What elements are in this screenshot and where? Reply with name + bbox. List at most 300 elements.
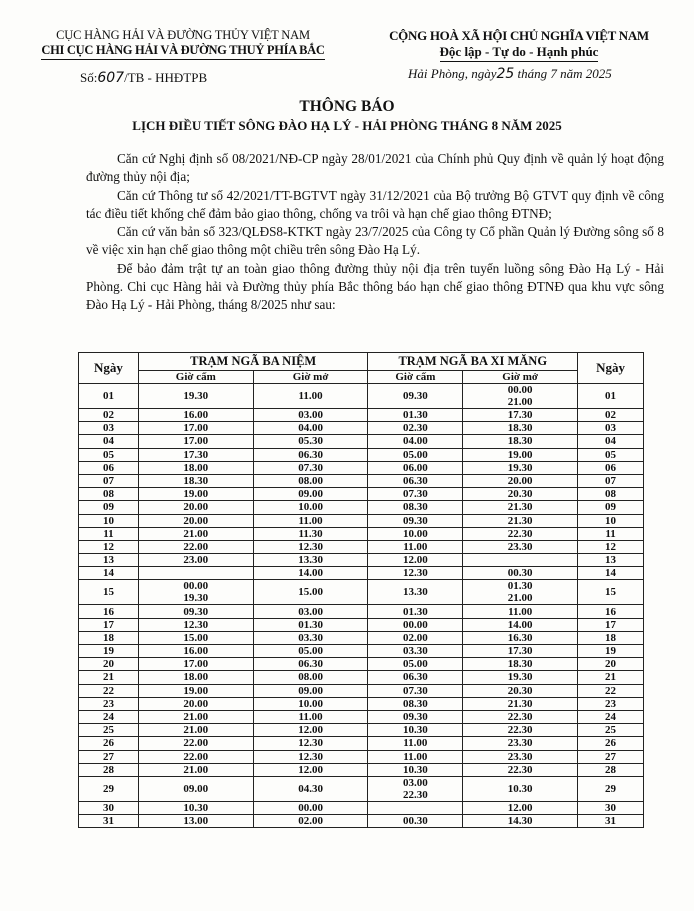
time-value: 17.00 (183, 435, 209, 448)
ximang-open-cell (463, 448, 578, 461)
niem-open-cell (253, 422, 368, 435)
time-value: 12.00 (402, 554, 428, 567)
day-cell-right: 09 (578, 501, 644, 514)
table-row (79, 554, 644, 567)
table-row (79, 461, 644, 474)
day-cell-right: 31 (578, 815, 644, 828)
ximang-open-cell (463, 514, 578, 527)
time-value: 09.00 (298, 684, 323, 697)
document-number: Số:607/TB - HHĐTPB (80, 70, 208, 86)
time-value: 23.30 (507, 750, 533, 763)
handwritten-day: 25 (496, 66, 515, 82)
time-value: 00.00 (402, 618, 428, 631)
open-header: Giờ mở (463, 371, 578, 384)
time-value: 12.00 (298, 724, 323, 737)
handwritten-number: 607 (97, 70, 125, 86)
table-row (79, 488, 644, 501)
ximang-closed-cell (368, 474, 463, 487)
day-cell-right: 24 (578, 710, 644, 723)
time-value: 23.00 (183, 554, 209, 567)
day-cell-right: 20 (578, 658, 644, 671)
time-value: 10.00 (402, 527, 428, 540)
time-value: 11.00 (403, 750, 428, 763)
table-row (79, 618, 644, 631)
table-row (79, 514, 644, 527)
time-value: 09.00 (298, 488, 323, 501)
day-cell-right: 13 (578, 554, 644, 567)
nation-motto: Độc lập - Tự do - Hạnh phúc (440, 44, 599, 62)
time-value: 06.00 (402, 461, 428, 474)
day-cell-right: 28 (578, 763, 644, 776)
ximang-open-cell (463, 697, 578, 710)
niem-closed-cell (138, 671, 253, 684)
ximang-closed-cell (368, 567, 463, 580)
table-row (79, 724, 644, 737)
niem-open-cell (253, 605, 368, 618)
niem-closed-cell (138, 540, 253, 553)
table-row (79, 580, 644, 605)
niem-open-cell (253, 671, 368, 684)
day-cell: 12 (79, 540, 139, 553)
day-cell: 30 (79, 801, 139, 814)
time-value: 02.00 (402, 631, 428, 644)
time-value: 21.00 (507, 592, 533, 605)
time-value: 16.00 (183, 645, 209, 658)
day-cell: 28 (79, 763, 139, 776)
ximang-closed-cell (368, 763, 463, 776)
day-cell: 14 (79, 567, 139, 580)
ximang-open-cell (463, 737, 578, 750)
time-value: 19.00 (183, 684, 209, 697)
niem-open-cell (253, 435, 368, 448)
table-row (79, 527, 644, 540)
paragraph: Căn cứ Nghị định số 08/2021/NĐ-CP ngày 28/01/2021 của Chính phủ Quy định về quản lý hoạt động đường thủy nội địa; (86, 151, 664, 185)
ximang-open-cell (463, 580, 578, 605)
time-value: 08.30 (402, 697, 428, 710)
day-cell: 24 (79, 710, 139, 723)
ximang-closed-cell (368, 422, 463, 435)
ximang-closed-cell (368, 737, 463, 750)
ximang-open-cell (463, 631, 578, 644)
day-cell-right: 15 (578, 580, 644, 605)
day-cell-right: 27 (578, 750, 644, 763)
day-cell-right: 22 (578, 684, 644, 697)
time-value: 04.00 (298, 422, 323, 435)
day-cell-right: 12 (578, 540, 644, 553)
ximang-closed-cell (368, 631, 463, 644)
time-value: 10.30 (183, 801, 209, 814)
ximang-closed-cell (368, 527, 463, 540)
time-value: 00.00 (298, 801, 323, 814)
nation-name: CỘNG HOÀ XÃ HỘI CHỦ NGHĨA VIỆT NAM (389, 28, 649, 43)
table-row (79, 448, 644, 461)
niem-open-cell (253, 567, 368, 580)
ximang-open-cell (463, 527, 578, 540)
time-value: 17.00 (183, 422, 209, 435)
time-value: 23.30 (507, 540, 533, 553)
time-value: 13.00 (183, 815, 209, 828)
niem-open-cell (253, 658, 368, 671)
niem-open-cell (253, 776, 368, 801)
time-value: 00.00 (183, 580, 209, 593)
table-row (79, 605, 644, 618)
day-cell-right: 01 (578, 384, 644, 409)
paragraph: Để bảo đảm trật tự an toàn giao thông đường thủy nội địa trên tuyến luồng sông Đào Hạ Lý - Hải Phòng. Chi cục Hàng hải và Đường thủy phía Bắc thông báo hạn chế giao thông ĐTNĐ qua khu vực sông Đào Hạ Lý - Hải Phòng, tháng 8/2025 như sau: (86, 260, 664, 313)
document-title: THÔNG BÁO (299, 98, 395, 115)
time-value: 21.30 (507, 501, 533, 514)
time-value: 11.00 (508, 605, 533, 618)
ximang-open-cell (463, 567, 578, 580)
niem-open-cell (253, 618, 368, 631)
time-value: 20.30 (507, 488, 533, 501)
table-row (79, 684, 644, 697)
day-cell: 25 (79, 724, 139, 737)
time-value: 06.30 (298, 448, 323, 461)
ximang-open-cell (463, 540, 578, 553)
time-value: 07.30 (402, 684, 428, 697)
time-value: 22.00 (183, 737, 209, 750)
table-row (79, 815, 644, 828)
ximang-closed-cell (368, 618, 463, 631)
time-value: 10.30 (402, 763, 428, 776)
station-header-niem: TRẠM NGÃ BA NIỆM (138, 353, 368, 371)
document-subtitle: LỊCH ĐIỀU TIẾT SÔNG ĐÀO HẠ LÝ - HẢI PHÒNG THÁNG 8 NĂM 2025 (132, 118, 562, 133)
niem-closed-cell (138, 750, 253, 763)
day-cell-right: 02 (578, 409, 644, 422)
day-cell: 16 (79, 605, 139, 618)
ximang-closed-cell (368, 684, 463, 697)
ximang-closed-cell (368, 580, 463, 605)
day-cell-right: 14 (578, 567, 644, 580)
day-cell: 05 (79, 448, 139, 461)
time-value: 20.00 (183, 514, 209, 527)
time-value: 12.30 (183, 618, 209, 631)
ximang-closed-cell (368, 384, 463, 409)
niem-closed-cell (138, 605, 253, 618)
ximang-closed-cell (368, 461, 463, 474)
table-row (79, 763, 644, 776)
day-cell: 10 (79, 514, 139, 527)
ximang-open-cell (463, 384, 578, 409)
day-cell: 23 (79, 697, 139, 710)
time-value: 11.00 (403, 737, 428, 750)
ximang-open-cell (463, 488, 578, 501)
time-value: 08.00 (298, 475, 323, 488)
niem-closed-cell (138, 618, 253, 631)
niem-open-cell (253, 801, 368, 814)
ximang-closed-cell (368, 488, 463, 501)
niem-closed-cell (138, 488, 253, 501)
day-cell-right: 30 (578, 801, 644, 814)
niem-closed-cell (138, 474, 253, 487)
day-cell-right: 19 (578, 645, 644, 658)
time-value: 10.30 (402, 724, 428, 737)
ximang-open-cell (463, 763, 578, 776)
time-value: 19.00 (507, 448, 533, 461)
niem-open-cell (253, 461, 368, 474)
day-cell: 27 (79, 750, 139, 763)
time-value: 20.00 (183, 501, 209, 514)
document-body (86, 150, 664, 315)
agency-header (38, 28, 328, 60)
time-value: 19.30 (183, 390, 209, 402)
time-value: 07.30 (402, 488, 428, 501)
time-value: 09.30 (402, 390, 428, 402)
ximang-closed-cell (368, 724, 463, 737)
ximang-open-cell (463, 474, 578, 487)
time-value: 15.00 (183, 631, 209, 644)
table-row (79, 710, 644, 723)
niem-closed-cell (138, 461, 253, 474)
day-cell: 13 (79, 554, 139, 567)
ximang-open-cell (463, 671, 578, 684)
ximang-closed-cell (368, 501, 463, 514)
day-cell: 19 (79, 645, 139, 658)
ximang-open-cell (463, 710, 578, 723)
time-value: 03.00 (298, 409, 323, 422)
time-value: 05.00 (298, 645, 323, 658)
niem-open-cell (253, 684, 368, 697)
day-cell: 29 (79, 776, 139, 801)
time-value: 22.30 (402, 788, 428, 801)
closed-header: Giờ cấm (138, 371, 253, 384)
niem-closed-cell (138, 409, 253, 422)
niem-open-cell (253, 631, 368, 644)
table-row (79, 801, 644, 814)
ximang-open-cell (463, 618, 578, 631)
ximang-open-cell (463, 605, 578, 618)
ximang-open-cell (463, 501, 578, 514)
time-value: 17.00 (183, 658, 209, 671)
time-value: 14.30 (507, 815, 533, 828)
time-value: 04.30 (298, 782, 323, 795)
niem-closed-cell (138, 580, 253, 605)
ximang-closed-cell (368, 750, 463, 763)
day-cell-right: 17 (578, 618, 644, 631)
time-value: 20.00 (183, 697, 209, 710)
niem-closed-cell (138, 384, 253, 409)
time-value: 01.30 (402, 409, 428, 422)
time-value: 21.00 (183, 527, 209, 540)
time-value: 10.00 (298, 697, 323, 710)
time-value: 21.00 (183, 763, 209, 776)
niem-closed-cell (138, 801, 253, 814)
niem-closed-cell (138, 554, 253, 567)
time-value: 18.30 (507, 422, 533, 435)
niem-open-cell (253, 448, 368, 461)
time-value: 00.30 (402, 815, 428, 828)
niem-closed-cell (138, 815, 253, 828)
time-value: 17.30 (507, 409, 533, 422)
niem-open-cell (253, 737, 368, 750)
niem-closed-cell (138, 684, 253, 697)
time-value: 08.30 (402, 501, 428, 514)
time-value: 19.30 (507, 461, 533, 474)
time-value: 20.00 (507, 475, 533, 488)
ximang-closed-cell (368, 448, 463, 461)
day-cell-right: 08 (578, 488, 644, 501)
day-cell: 07 (79, 474, 139, 487)
day-cell: 02 (79, 409, 139, 422)
time-value: 10.30 (507, 782, 533, 795)
ximang-closed-cell (368, 554, 463, 567)
niem-open-cell (253, 724, 368, 737)
table-row (79, 567, 644, 580)
time-value: 12.00 (298, 763, 323, 776)
time-value: 04.00 (402, 435, 428, 448)
ximang-open-cell (463, 750, 578, 763)
niem-closed-cell (138, 631, 253, 644)
time-value: 17.30 (183, 448, 209, 461)
day-cell: 21 (79, 671, 139, 684)
ximang-open-cell (463, 776, 578, 801)
ximang-open-cell (463, 422, 578, 435)
time-value: 18.30 (507, 658, 533, 671)
day-cell-right: 29 (578, 776, 644, 801)
time-value: 05.00 (402, 448, 428, 461)
day-cell: 31 (79, 815, 139, 828)
time-value: 12.30 (298, 540, 323, 553)
niem-open-cell (253, 474, 368, 487)
niem-closed-cell (138, 527, 253, 540)
time-value: 00.00 (507, 384, 533, 396)
closed-header: Giờ cấm (368, 371, 463, 384)
day-cell-right: 25 (578, 724, 644, 737)
ximang-open-cell (463, 724, 578, 737)
time-value: 12.00 (507, 801, 533, 814)
niem-closed-cell (138, 776, 253, 801)
time-value: 03.30 (298, 631, 323, 644)
niem-closed-cell (138, 710, 253, 723)
table-row (79, 540, 644, 553)
niem-open-cell (253, 710, 368, 723)
day-cell-right: 03 (578, 422, 644, 435)
time-value: 20.30 (507, 684, 533, 697)
niem-open-cell (253, 750, 368, 763)
ximang-closed-cell (368, 605, 463, 618)
niem-open-cell (253, 501, 368, 514)
ximang-open-cell (463, 409, 578, 422)
time-value: 06.30 (402, 671, 428, 684)
paragraph: Căn cứ văn bản số 323/QLĐS8-KTKT ngày 23/7/2025 của Công ty Cổ phần Quản lý Đường sông số 8 về việc xin hạn chế giao thông một chiều trên sông Đào Hạ Lý. (86, 224, 664, 258)
time-value: 16.00 (183, 409, 209, 422)
paragraph: Căn cứ Thông tư số 42/2021/TT-BGTVT ngày 31/12/2021 của Bộ trưởng Bộ GTVT quy định về công tác điều tiết khống chế đảm bảo giao thông, chống va trôi và hạn chế giao thông ĐTNĐ; (86, 187, 664, 221)
time-value: 06.30 (298, 658, 323, 671)
document-date: Hải Phòng, ngày25 tháng 7 năm 2025 (408, 66, 612, 82)
day-cell-right: 21 (578, 671, 644, 684)
table-row (79, 384, 644, 409)
ximang-closed-cell (368, 658, 463, 671)
day-header-right: Ngày (578, 353, 644, 384)
day-cell-right: 23 (578, 697, 644, 710)
day-cell-right: 07 (578, 474, 644, 487)
time-value: 17.30 (507, 645, 533, 658)
day-cell: 22 (79, 684, 139, 697)
niem-closed-cell (138, 645, 253, 658)
day-cell-right: 18 (578, 631, 644, 644)
time-value: 02.00 (298, 815, 323, 828)
day-cell-right: 10 (578, 514, 644, 527)
niem-open-cell (253, 554, 368, 567)
ximang-closed-cell (368, 801, 463, 814)
time-value: 21.30 (507, 697, 533, 710)
ximang-closed-cell (368, 540, 463, 553)
time-value: 22.00 (183, 540, 209, 553)
time-value: 12.30 (402, 567, 428, 580)
niem-closed-cell (138, 658, 253, 671)
ximang-closed-cell (368, 409, 463, 422)
ximang-closed-cell (368, 815, 463, 828)
nation-header (360, 28, 678, 62)
day-cell-right: 04 (578, 435, 644, 448)
time-value: 19.30 (507, 671, 533, 684)
ximang-closed-cell (368, 710, 463, 723)
ximang-closed-cell (368, 514, 463, 527)
ximang-open-cell (463, 658, 578, 671)
time-value: 21.00 (507, 396, 533, 408)
time-value: 18.00 (183, 671, 209, 684)
time-value: 21.00 (183, 711, 209, 724)
station-header-xi-mang: TRẠM NGÃ BA XI MĂNG (368, 353, 578, 371)
ximang-closed-cell (368, 697, 463, 710)
agency-name: CỤC HÀNG HẢI VÀ ĐƯỜNG THỦY VIỆT NAM (56, 28, 310, 42)
time-value: 23.30 (507, 737, 533, 750)
time-value: 03.30 (402, 645, 428, 658)
ximang-open-cell (463, 815, 578, 828)
day-cell: 17 (79, 618, 139, 631)
day-cell: 18 (79, 631, 139, 644)
ximang-closed-cell (368, 435, 463, 448)
schedule-table (78, 352, 644, 828)
time-value: 09.30 (183, 605, 209, 618)
niem-open-cell (253, 763, 368, 776)
time-value: 09.00 (183, 782, 209, 795)
day-cell: 04 (79, 435, 139, 448)
time-value: 00.30 (507, 567, 533, 580)
time-value: 01.30 (507, 580, 533, 593)
table-row (79, 658, 644, 671)
time-value: 22.30 (507, 711, 533, 724)
day-cell-right: 05 (578, 448, 644, 461)
table-row (79, 645, 644, 658)
ximang-open-cell (463, 801, 578, 814)
day-cell-right: 11 (578, 527, 644, 540)
niem-open-cell (253, 527, 368, 540)
niem-closed-cell (138, 697, 253, 710)
niem-open-cell (253, 540, 368, 553)
niem-open-cell (253, 409, 368, 422)
time-value: 05.30 (298, 435, 323, 448)
time-value: 06.30 (402, 475, 428, 488)
time-value: 05.00 (402, 658, 428, 671)
time-value: 19.00 (183, 488, 209, 501)
time-value: 18.30 (507, 435, 533, 448)
time-value: 08.00 (298, 671, 323, 684)
time-value: 01.30 (298, 618, 323, 631)
day-cell: 15 (79, 580, 139, 605)
table-row (79, 422, 644, 435)
table-row (79, 631, 644, 644)
niem-open-cell (253, 580, 368, 605)
ximang-open-cell (463, 684, 578, 697)
time-value: 22.30 (507, 763, 533, 776)
day-cell-right: 06 (578, 461, 644, 474)
day-cell: 03 (79, 422, 139, 435)
time-value: 14.00 (507, 618, 533, 631)
ximang-open-cell (463, 461, 578, 474)
time-value: 02.30 (402, 422, 428, 435)
time-value: 03.00 (298, 605, 323, 618)
